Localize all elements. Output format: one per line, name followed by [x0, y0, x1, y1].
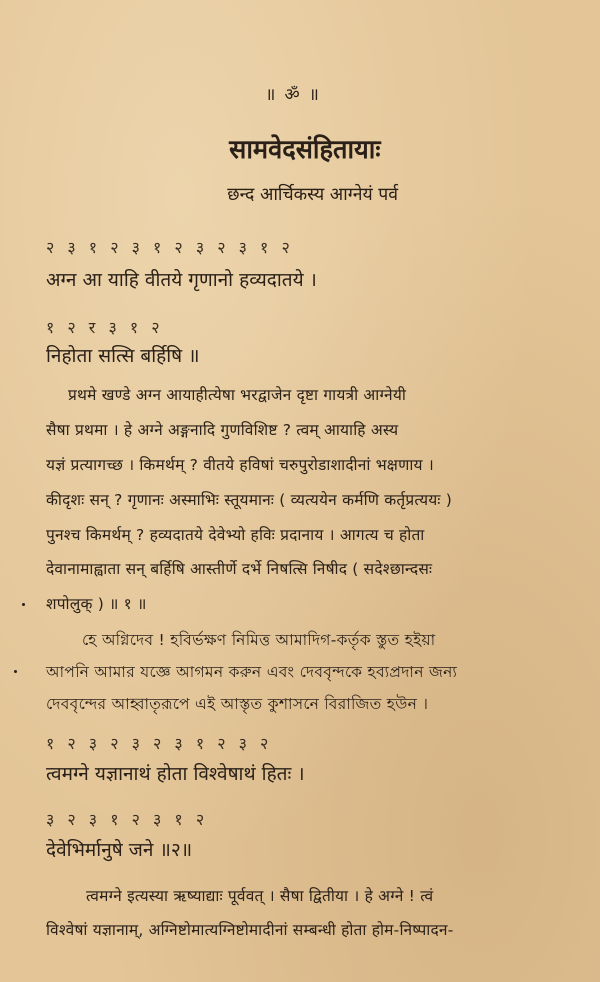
commentary2-line: विश्वेषां यज्ञानाम्, अग्निष्टोमात्यग्निष्टोमादीनां सम्बन्धी होता होम-निष्पादन- — [46, 921, 454, 939]
page-title: सामवेदसंहितायाः — [229, 135, 381, 165]
invocation: ॥ ॐ ॥ — [265, 85, 321, 105]
print-speck — [22, 603, 25, 606]
verse1-line-2: निहोता सत्सि बर्हिषि ॥ — [46, 345, 200, 367]
section-subtitle: छन्द आर्चिकस्य आग्नेयं पर्व — [227, 184, 399, 205]
translation1-line: দেববৃন্দের আহ্বাতৃরূপে এই আস্তৃত কুশাসনে বিরাজিত হউন । — [46, 695, 429, 713]
verse2-line-2: देवेभिर्मानुषे जने ॥२॥ — [46, 839, 193, 861]
translation1-line: আপনি আমার যজ্ঞে আগমন করুন এবং দেববৃন্দকে হব্যপ্রদান জন্য — [46, 663, 458, 681]
print-speck — [14, 670, 17, 673]
verse1-line: अग्न आ याहि वीतये गृणानो हव्यदातये । — [46, 269, 317, 291]
commentary1-line: यज्ञं प्रत्यागच्छ । किमर्थम् ? वीतये हविषां चरुपुरोडाशादीनां भक्षणाय । — [46, 456, 434, 474]
verse2-accent-marks-2: ३ २ ३ १ २ ३ १ २ — [46, 810, 209, 829]
verse2-line: त्वमग्ने यज्ञानाथं होता विश्वेषाथं हितः । — [46, 763, 305, 785]
verse1-accent-marks-2: १ २ र ३ १ २ — [46, 318, 164, 337]
verse2-accent-marks: १ २ ३ २ ३ २ ३ १ २ ३ २ — [46, 734, 273, 753]
commentary2-line: त्वमग्ने इत्यस्या ऋष्याद्याः पूर्ववत् । सैषा द्वितीया । हे अग्ने ! त्वं — [86, 887, 434, 905]
verse1-accent-marks: २ ३ १ २ ३ १ २ ३ २ ३ १ २ — [46, 238, 294, 257]
commentary1-line: प्रथमे खण्डे अग्न आयाहीत्येषा भरद्वाजेन दृष्टा गायत्री आग्नेयी — [68, 386, 407, 404]
translation1-line: হে অগ্নিদেব ! হবির্ভক্ষণ নিমিত্ত আমাদিগ-কর্তৃক স্তুত হইয়া — [82, 631, 436, 649]
commentary1-line: कीदृशः सन् ? गृणानः अस्माभिः स्तूयमानः ( व्यत्ययेन कर्मणि कर्तृप्रत्ययः ) — [46, 491, 452, 509]
commentary1-line: पुनश्च किमर्थम् ? हव्यदातये देवेभ्यो हविः प्रदानाय । आगत्य च होता — [46, 526, 425, 544]
commentary1-line: सैषा प्रथमा । हे अग्ने अङ्गनादि गुणविशिष्ट ? त्वम् आयाहि अस्य — [46, 421, 399, 439]
commentary1-line: शपोलुक् ) ॥ १ ॥ — [46, 595, 147, 613]
commentary1-line: देवानामाह्वाता सन् बर्हिषि आस्तीर्णे दर्भे निषत्सि निषीद ( सदेश्छान्दसः — [46, 560, 433, 578]
